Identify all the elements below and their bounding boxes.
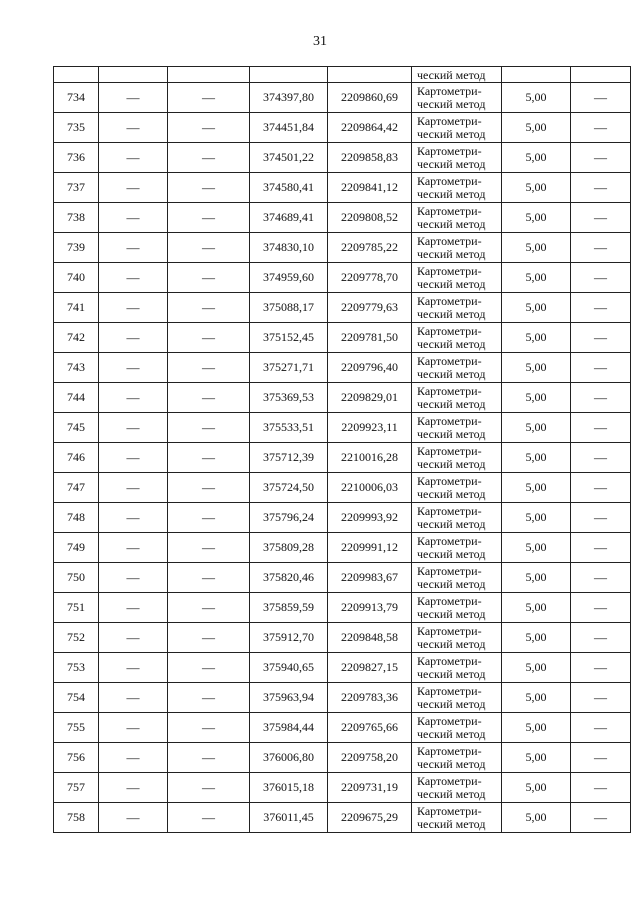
dash-cell: — — [571, 443, 631, 473]
accuracy-cell: 5,00 — [502, 713, 571, 743]
y-coordinate-cell: 2209848,58 — [328, 623, 412, 653]
dash-cell: — — [99, 713, 168, 743]
x-coordinate-cell: 375712,39 — [250, 443, 328, 473]
method-line-2: ческий метод — [417, 246, 486, 261]
point-number-cell: 754 — [54, 683, 99, 713]
table-row — [54, 83, 631, 113]
method-cell — [412, 203, 502, 233]
method-cell — [412, 263, 502, 293]
accuracy-cell: 5,00 — [502, 293, 571, 323]
dash-cell: — — [571, 173, 631, 203]
dash-cell: — — [99, 383, 168, 413]
method-cell — [412, 623, 502, 653]
dash-cell: — — [571, 83, 631, 113]
point-number-cell: 745 — [54, 413, 99, 443]
y-coordinate-cell: 2209781,50 — [328, 323, 412, 353]
dash-cell: — — [571, 773, 631, 803]
table-row — [54, 293, 631, 323]
point-number-cell: 757 — [54, 773, 99, 803]
table-row — [54, 203, 631, 233]
y-coordinate-cell: 2209758,20 — [328, 743, 412, 773]
dash-cell: — — [99, 113, 168, 143]
method-line-1: Картометри- — [417, 623, 482, 638]
method-line-2: ческий метод — [417, 396, 486, 411]
table-row — [54, 593, 631, 623]
point-number-cell: 753 — [54, 653, 99, 683]
dash-cell: — — [168, 623, 250, 653]
method-line-1: Картометри- — [417, 743, 482, 758]
method-line-1: Картометри- — [417, 533, 482, 548]
method-cell — [412, 503, 502, 533]
table-row — [54, 143, 631, 173]
method-cell — [412, 353, 502, 383]
y-coordinate-cell: 2209923,11 — [328, 413, 412, 443]
dash-cell: — — [168, 593, 250, 623]
method-line-2: ческий метод — [417, 216, 486, 231]
method-line-2: ческий метод — [417, 516, 486, 531]
y-coordinate-cell: 2209675,29 — [328, 803, 412, 833]
dash-cell: — — [571, 623, 631, 653]
x-coordinate-cell: 375963,94 — [250, 683, 328, 713]
y-coordinate-cell: 2209779,63 — [328, 293, 412, 323]
method-cell — [412, 533, 502, 563]
y-coordinate-cell: 2209765,66 — [328, 713, 412, 743]
table-row — [54, 413, 631, 443]
x-coordinate-cell: 375912,70 — [250, 623, 328, 653]
method-line-2: ческий метод — [417, 156, 486, 171]
dash-cell: — — [99, 623, 168, 653]
method-cell — [412, 593, 502, 623]
method-line-1: Картометри- — [417, 113, 482, 128]
method-line-1: Картометри- — [417, 83, 482, 98]
x-coordinate-cell: 376015,18 — [250, 773, 328, 803]
dash-cell: — — [99, 443, 168, 473]
point-number-cell: 750 — [54, 563, 99, 593]
x-coordinate-cell: 374830,10 — [250, 233, 328, 263]
point-number-cell: 755 — [54, 713, 99, 743]
method-line-2: ческий метод — [417, 816, 486, 831]
method-line-1: Картометри- — [417, 773, 482, 788]
method-line-1: Картометри- — [417, 353, 482, 368]
x-coordinate-cell: 374689,41 — [250, 203, 328, 233]
point-number-cell: 751 — [54, 593, 99, 623]
table-row — [54, 443, 631, 473]
method-line-1: Картометри- — [417, 323, 482, 338]
dash-cell: — — [571, 323, 631, 353]
point-number-cell: 742 — [54, 323, 99, 353]
dash-cell: — — [571, 293, 631, 323]
accuracy-cell: 5,00 — [502, 773, 571, 803]
x-coordinate-cell: 375809,28 — [250, 533, 328, 563]
accuracy-cell: 5,00 — [502, 413, 571, 443]
method-line-1: Картометри- — [417, 203, 482, 218]
method-line-1: Картометри- — [417, 653, 482, 668]
x-coordinate-cell: 375533,51 — [250, 413, 328, 443]
y-coordinate-cell: 2209860,69 — [328, 83, 412, 113]
table-cell — [571, 67, 631, 83]
table-row — [54, 503, 631, 533]
method-cell — [412, 83, 502, 113]
dash-cell: — — [99, 353, 168, 383]
method-cell — [412, 713, 502, 743]
y-coordinate-cell: 2209778,70 — [328, 263, 412, 293]
point-number-cell: 756 — [54, 743, 99, 773]
table-cell — [502, 67, 571, 83]
dash-cell: — — [99, 593, 168, 623]
method-line-2: ческий метод — [417, 576, 486, 591]
x-coordinate-cell: 375724,50 — [250, 473, 328, 503]
point-number-cell: 748 — [54, 503, 99, 533]
method-line-1: Картометри- — [417, 173, 482, 188]
dash-cell: — — [168, 143, 250, 173]
dash-cell: — — [571, 683, 631, 713]
x-coordinate-cell: 375152,45 — [250, 323, 328, 353]
method-line-2: ческий метод — [417, 336, 486, 351]
method-line-1: Картометри- — [417, 263, 482, 278]
x-coordinate-cell: 374501,22 — [250, 143, 328, 173]
accuracy-cell: 5,00 — [502, 323, 571, 353]
point-number-cell: 746 — [54, 443, 99, 473]
table-row — [54, 473, 631, 503]
dash-cell: — — [168, 803, 250, 833]
dash-cell: — — [571, 113, 631, 143]
method-line-2: ческий метод — [417, 666, 486, 681]
dash-cell: — — [168, 83, 250, 113]
y-coordinate-cell: 2209783,36 — [328, 683, 412, 713]
method-cell — [412, 323, 502, 353]
dash-cell: — — [99, 653, 168, 683]
accuracy-cell: 5,00 — [502, 173, 571, 203]
method-line-2: ческий метод — [417, 726, 486, 741]
dash-cell: — — [99, 233, 168, 263]
dash-cell: — — [99, 503, 168, 533]
dash-cell: — — [571, 713, 631, 743]
point-number-cell: 734 — [54, 83, 99, 113]
accuracy-cell: 5,00 — [502, 743, 571, 773]
dash-cell: — — [99, 413, 168, 443]
method-cell — [412, 743, 502, 773]
dash-cell: — — [99, 323, 168, 353]
method-cell — [412, 113, 502, 143]
accuracy-cell: 5,00 — [502, 563, 571, 593]
table-cell — [250, 67, 328, 83]
dash-cell: — — [168, 773, 250, 803]
method-line-2: ческий метод — [417, 636, 486, 651]
dash-cell: — — [168, 383, 250, 413]
table-cell — [54, 67, 99, 83]
method-line-1: Картометри- — [417, 503, 482, 518]
y-coordinate-cell: 2209864,42 — [328, 113, 412, 143]
method-line-1: Картометри- — [417, 683, 482, 698]
x-coordinate-cell: 375820,46 — [250, 563, 328, 593]
accuracy-cell: 5,00 — [502, 593, 571, 623]
point-number-cell: 739 — [54, 233, 99, 263]
dash-cell: — — [571, 653, 631, 683]
table-row — [54, 803, 631, 833]
y-coordinate-cell: 2209827,15 — [328, 653, 412, 683]
y-coordinate-cell: 2209913,79 — [328, 593, 412, 623]
method-cell — [412, 563, 502, 593]
method-line-1: Картометри- — [417, 413, 482, 428]
point-number-cell: 741 — [54, 293, 99, 323]
accuracy-cell: 5,00 — [502, 503, 571, 533]
accuracy-cell: 5,00 — [502, 113, 571, 143]
accuracy-cell: 5,00 — [502, 143, 571, 173]
point-number-cell: 740 — [54, 263, 99, 293]
point-number-cell: 743 — [54, 353, 99, 383]
x-coordinate-cell: 374451,84 — [250, 113, 328, 143]
table-cell: ческий метод — [412, 67, 502, 83]
accuracy-cell: 5,00 — [502, 383, 571, 413]
table-row — [54, 773, 631, 803]
dash-cell: — — [168, 233, 250, 263]
dash-cell: — — [99, 743, 168, 773]
method-cell — [412, 773, 502, 803]
dash-cell: — — [571, 563, 631, 593]
dash-cell: — — [99, 203, 168, 233]
table-row — [54, 683, 631, 713]
dash-cell: — — [168, 113, 250, 143]
method-line-2: ческий метод — [417, 606, 486, 621]
dash-cell: — — [571, 803, 631, 833]
dash-cell: — — [571, 743, 631, 773]
y-coordinate-cell: 2209858,83 — [328, 143, 412, 173]
table-row — [54, 173, 631, 203]
dash-cell: — — [168, 563, 250, 593]
accuracy-cell: 5,00 — [502, 443, 571, 473]
table-cell — [328, 67, 412, 83]
accuracy-cell: 5,00 — [502, 83, 571, 113]
dash-cell: — — [168, 353, 250, 383]
point-number-cell: 749 — [54, 533, 99, 563]
method-line-1: Картометри- — [417, 293, 482, 308]
point-number-cell: 735 — [54, 113, 99, 143]
x-coordinate-cell: 376006,80 — [250, 743, 328, 773]
accuracy-cell: 5,00 — [502, 653, 571, 683]
method-line-1: Картометри- — [417, 233, 482, 248]
accuracy-cell: 5,00 — [502, 353, 571, 383]
method-line-2: ческий метод — [417, 756, 486, 771]
table-cell — [168, 67, 250, 83]
dash-cell: — — [99, 533, 168, 563]
table-row — [54, 713, 631, 743]
point-number-cell: 736 — [54, 143, 99, 173]
y-coordinate-cell: 2209983,67 — [328, 563, 412, 593]
y-coordinate-cell: 2209841,12 — [328, 173, 412, 203]
table-row — [54, 743, 631, 773]
x-coordinate-cell: 375369,53 — [250, 383, 328, 413]
dash-cell: — — [168, 743, 250, 773]
y-coordinate-cell: 2209796,40 — [328, 353, 412, 383]
y-coordinate-cell: 2209731,19 — [328, 773, 412, 803]
accuracy-cell: 5,00 — [502, 203, 571, 233]
accuracy-cell: 5,00 — [502, 623, 571, 653]
dash-cell: — — [168, 413, 250, 443]
x-coordinate-cell: 375940,65 — [250, 653, 328, 683]
method-line-2: ческий метод — [417, 456, 486, 471]
table-row — [54, 623, 631, 653]
method-line-2: ческий метод — [417, 696, 486, 711]
dash-cell: — — [571, 383, 631, 413]
dash-cell: — — [99, 563, 168, 593]
method-line-1: Картометри- — [417, 563, 482, 578]
point-number-cell: 737 — [54, 173, 99, 203]
point-number-cell: 758 — [54, 803, 99, 833]
page-number: 31 — [313, 34, 327, 49]
method-line-1: Картометри- — [417, 383, 482, 398]
dash-cell: — — [99, 173, 168, 203]
method-cell — [412, 683, 502, 713]
method-cell — [412, 803, 502, 833]
dash-cell: — — [99, 83, 168, 113]
x-coordinate-cell: 376011,45 — [250, 803, 328, 833]
dash-cell: — — [168, 533, 250, 563]
dash-cell: — — [571, 143, 631, 173]
accuracy-cell: 5,00 — [502, 233, 571, 263]
dash-cell: — — [571, 263, 631, 293]
dash-cell: — — [168, 173, 250, 203]
dash-cell: — — [571, 203, 631, 233]
method-line-2: ческий метод — [417, 306, 486, 321]
dash-cell: — — [571, 533, 631, 563]
method-line-2: ческий метод — [417, 366, 486, 381]
x-coordinate-cell: 375088,17 — [250, 293, 328, 323]
method-cell — [412, 473, 502, 503]
dash-cell: — — [99, 263, 168, 293]
table-row — [54, 653, 631, 683]
dash-cell: — — [571, 353, 631, 383]
method-line-1: Картометри- — [417, 443, 482, 458]
dash-cell: — — [99, 473, 168, 503]
y-coordinate-cell: 2209991,12 — [328, 533, 412, 563]
x-coordinate-cell: 375859,59 — [250, 593, 328, 623]
method-line-2: ческий метод — [417, 276, 486, 291]
dash-cell: — — [99, 293, 168, 323]
x-coordinate-cell: 375796,24 — [250, 503, 328, 533]
accuracy-cell: 5,00 — [502, 533, 571, 563]
dash-cell: — — [168, 293, 250, 323]
x-coordinate-cell: 375271,71 — [250, 353, 328, 383]
method-line-2: ческий метод — [417, 186, 486, 201]
method-cell — [412, 233, 502, 263]
accuracy-cell: 5,00 — [502, 263, 571, 293]
coordinates-table — [53, 66, 631, 833]
dash-cell: — — [168, 683, 250, 713]
dash-cell: — — [168, 443, 250, 473]
method-line-1: Картометри- — [417, 473, 482, 488]
dash-cell: — — [99, 773, 168, 803]
point-number-cell: 744 — [54, 383, 99, 413]
dash-cell: — — [99, 143, 168, 173]
y-coordinate-cell: 2209785,22 — [328, 233, 412, 263]
table-row — [54, 263, 631, 293]
table-row — [54, 533, 631, 563]
point-number-cell: 747 — [54, 473, 99, 503]
dash-cell: — — [571, 593, 631, 623]
table-row — [54, 113, 631, 143]
table-row — [54, 233, 631, 263]
dash-cell: — — [168, 473, 250, 503]
dash-cell: — — [571, 473, 631, 503]
method-line-2: ческий метод — [417, 546, 486, 561]
dash-cell: — — [99, 683, 168, 713]
point-number-cell: 752 — [54, 623, 99, 653]
accuracy-cell: 5,00 — [502, 803, 571, 833]
y-coordinate-cell: 2209808,52 — [328, 203, 412, 233]
table-row — [54, 353, 631, 383]
dash-cell: — — [168, 203, 250, 233]
y-coordinate-cell: 2209993,92 — [328, 503, 412, 533]
dash-cell: — — [99, 803, 168, 833]
method-line-1: Картометри- — [417, 713, 482, 728]
table-cell — [99, 67, 168, 83]
method-cell — [412, 443, 502, 473]
method-cell — [412, 383, 502, 413]
dash-cell: — — [168, 263, 250, 293]
y-coordinate-cell: 2210006,03 — [328, 473, 412, 503]
method-line-2: ческий метод — [417, 786, 486, 801]
point-number-cell: 738 — [54, 203, 99, 233]
method-line-2: ческий метод — [417, 486, 486, 501]
dash-cell: — — [168, 713, 250, 743]
y-coordinate-cell: 2210016,28 — [328, 443, 412, 473]
x-coordinate-cell: 374959,60 — [250, 263, 328, 293]
dash-cell: — — [571, 233, 631, 263]
table-body — [54, 67, 631, 833]
table-row — [54, 563, 631, 593]
table-row — [54, 323, 631, 353]
method-line-2: ческий метод — [417, 426, 486, 441]
method-line-1: Картометри- — [417, 593, 482, 608]
dash-cell: — — [571, 413, 631, 443]
method-cell — [412, 653, 502, 683]
method-cell — [412, 143, 502, 173]
method-line-1: Картометри- — [417, 803, 482, 818]
method-cell — [412, 293, 502, 323]
dash-cell: — — [168, 653, 250, 683]
method-line-2: ческий метод — [417, 96, 486, 111]
table-row — [54, 383, 631, 413]
y-coordinate-cell: 2209829,01 — [328, 383, 412, 413]
x-coordinate-cell: 374397,80 — [250, 83, 328, 113]
dash-cell: — — [168, 503, 250, 533]
method-line-1: Картометри- — [417, 143, 482, 158]
method-cell — [412, 173, 502, 203]
method-cell — [412, 413, 502, 443]
accuracy-cell: 5,00 — [502, 683, 571, 713]
accuracy-cell: 5,00 — [502, 473, 571, 503]
dash-cell: — — [571, 503, 631, 533]
continuation-row — [54, 67, 631, 83]
dash-cell: — — [168, 323, 250, 353]
method-line-2: ческий метод — [417, 126, 486, 141]
x-coordinate-cell: 374580,41 — [250, 173, 328, 203]
x-coordinate-cell: 375984,44 — [250, 713, 328, 743]
